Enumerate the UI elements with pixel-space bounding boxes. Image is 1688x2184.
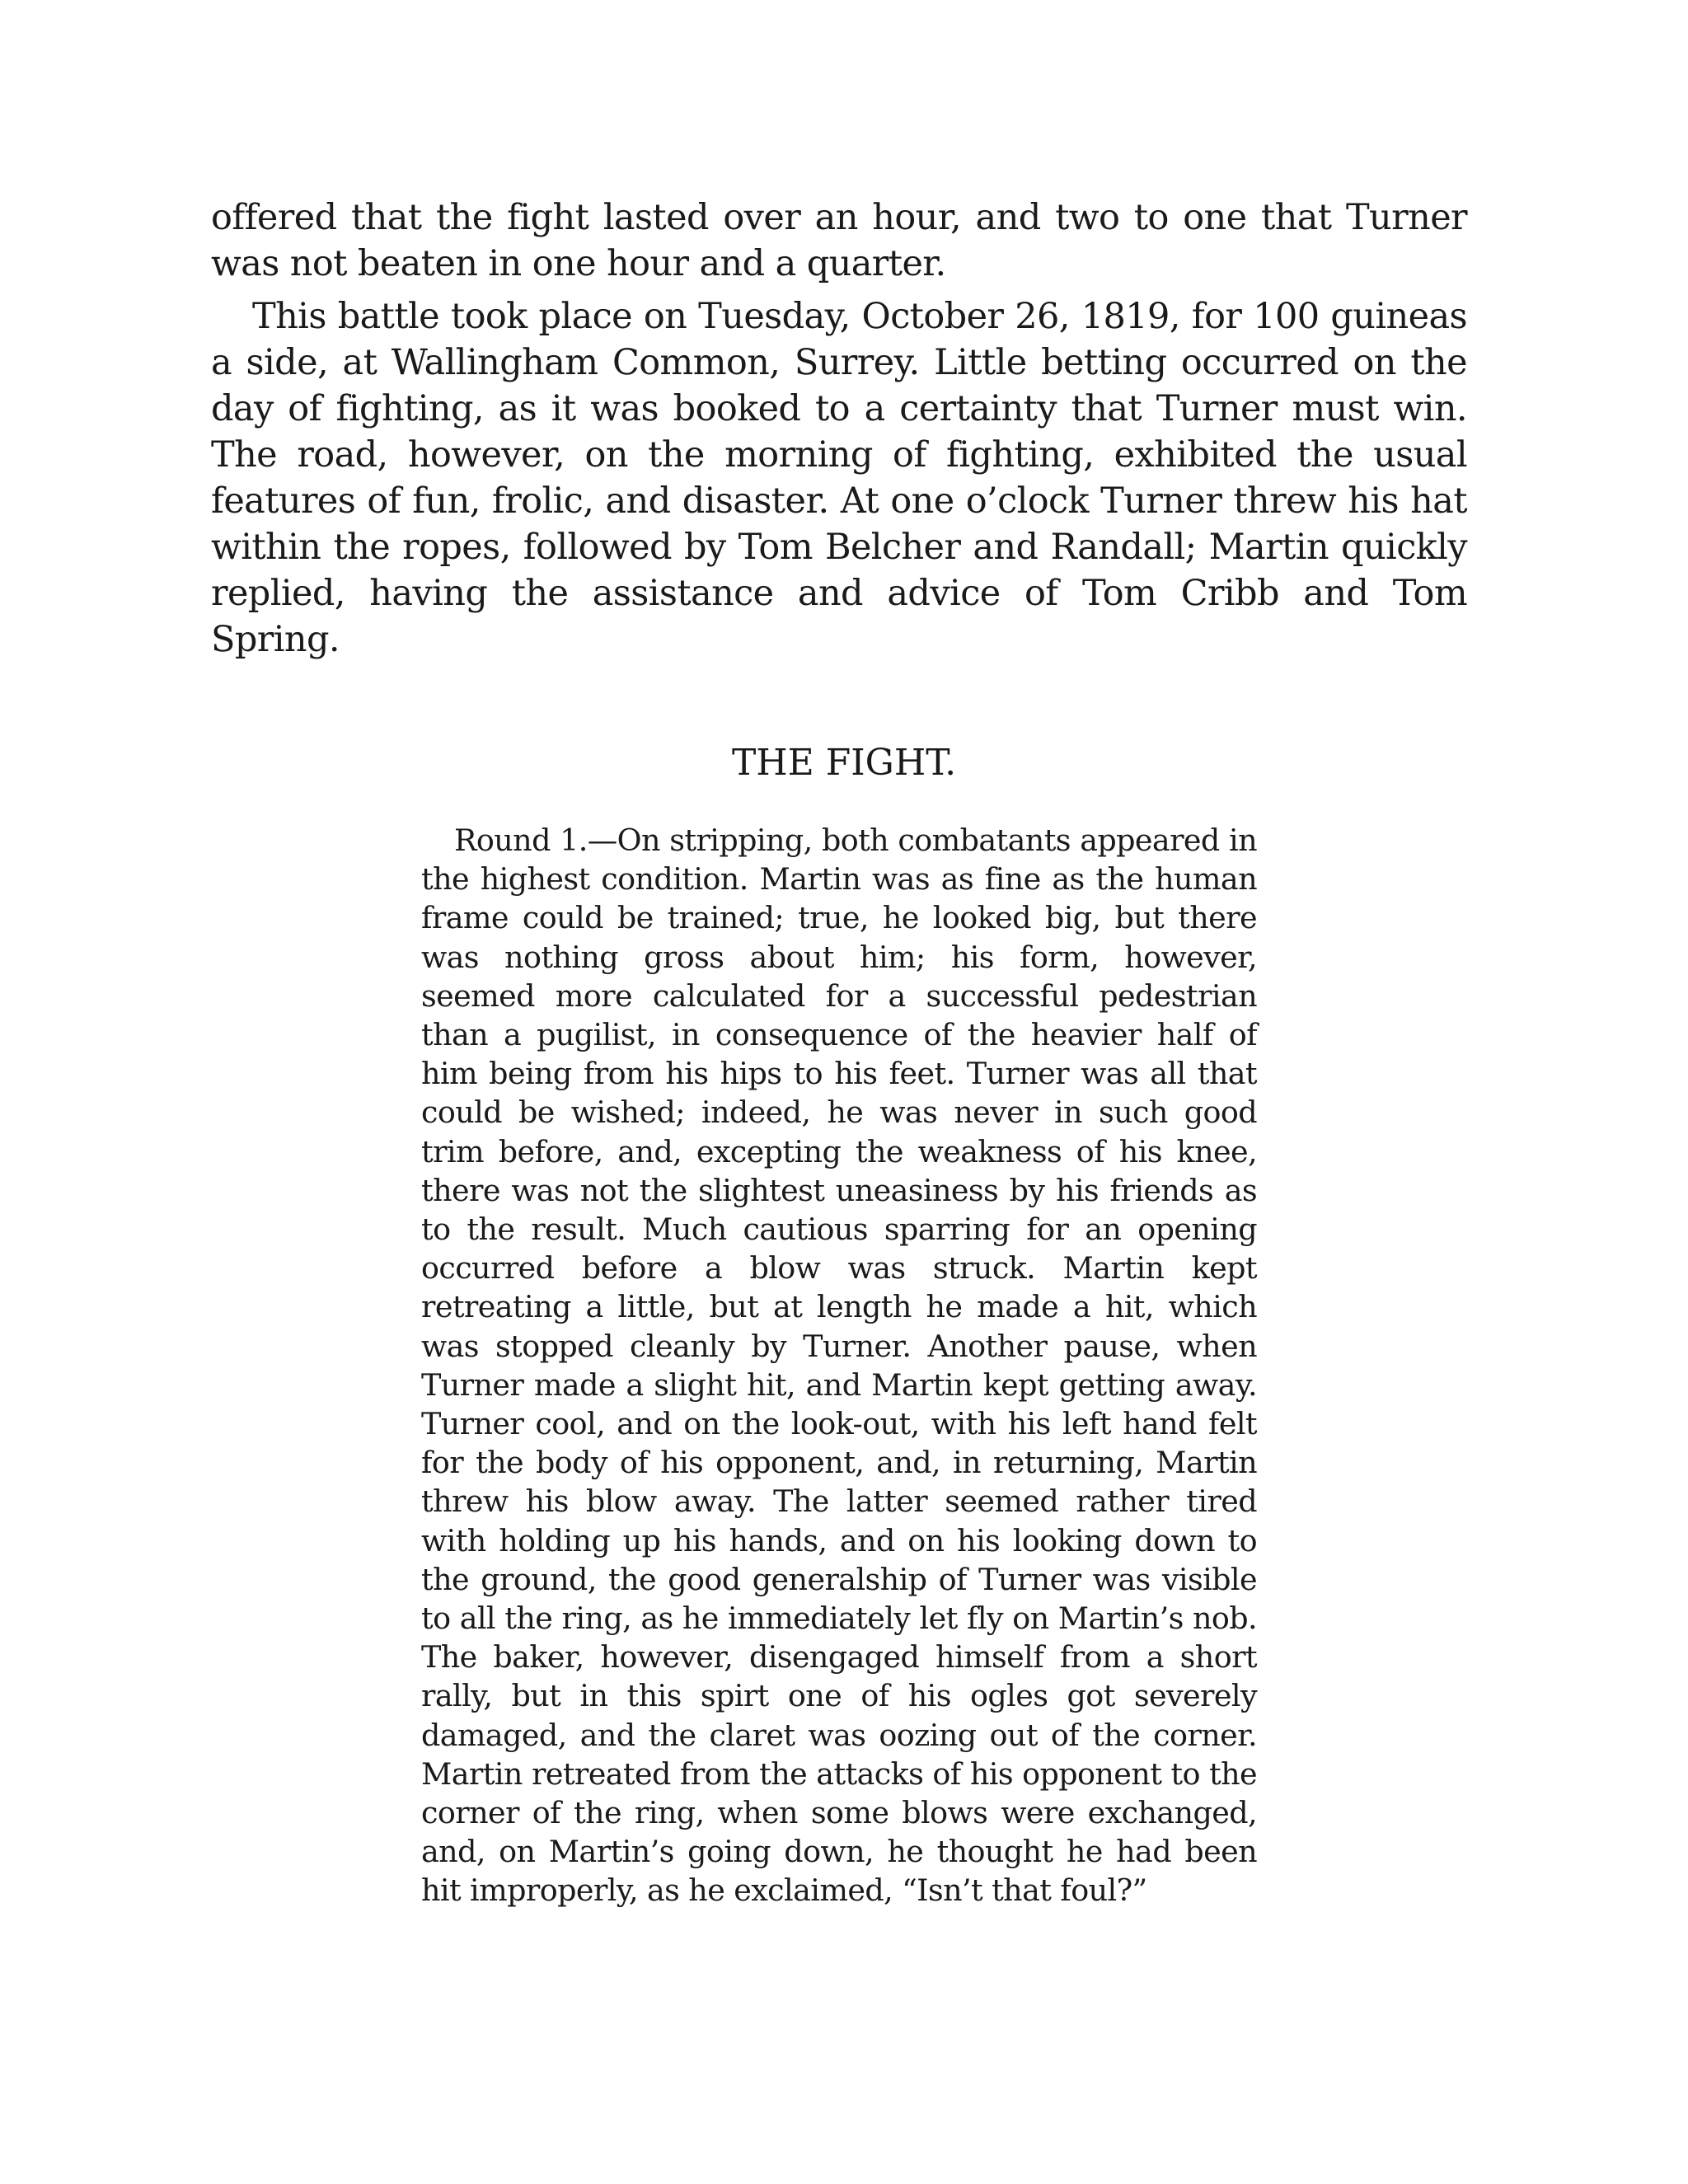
round-1-paragraph: Round 1.—On stripping, both combatants appeared in the highest condition. Martin was as fine as the human frame could be trained; true, he looked big, but there was nothing gross about him; his form, however, seemed more calculated for a successful pedestrian than a pugilist, in consequence of the heavier half of him being from his hips to his feet. Turner was all that could be wished; indeed, he was never in such good trim before, and, excepting the weakness of his knee, there was not the slightest uneasiness by his friends as to the result. Much cautious sparring for an opening occurred before a blow was struck. Martin kept retreating a little, but at length he made a hit, which was stopped cleanly by Turner. Another pause, when Turner made a slight hit, and Martin kept getting away. Turner cool, and on the look-out, with his left hand felt for the body of his opponent, and, in returning, Martin threw his blow away. The latter seemed rather tired with holding up his hands, and on his looking down to the ground, the good generalship of Turner was visible to all the ring, as he immediately let fly on Martin’s nob. The baker, however, disengaged himself from a short rally, but in this spirt one of his ogles got severely damaged, and the claret was oozing out of the corner. Martin retreated from the attacks of his opponent to the corner of the ring, when some blows were exchanged, and, on Martin’s going down, he thought he had been hit improperly, as he exclaimed, “Isn’t that foul?” bbox=[421, 823, 1257, 1909]
round-description-block bbox=[421, 821, 1257, 1910]
section-heading: THE FIGHT. bbox=[731, 742, 957, 784]
intro-paragraph: This battle took place on Tuesday, October 26, 1819, for 100 guineas a side, at Wallingham Common, Surrey. Little betting occurred on the day of fighting, as it was booked to a certainty that Turner must win. The road, however, on the morning of fighting, exhibited the usual features of fun, frolic, and disaster. At one o’clock Turner threw his hat within the ropes, followed by Tom Belcher and Randall; Martin quickly replied, having the assistance and advice of Tom Cribb and Tom Spring. bbox=[211, 296, 1467, 660]
continuation-paragraph: offered that the fight lasted over an hour, and two to one that Turner was not beaten in one hour and a quarter. bbox=[211, 197, 1467, 284]
main-text-block bbox=[211, 194, 1467, 663]
